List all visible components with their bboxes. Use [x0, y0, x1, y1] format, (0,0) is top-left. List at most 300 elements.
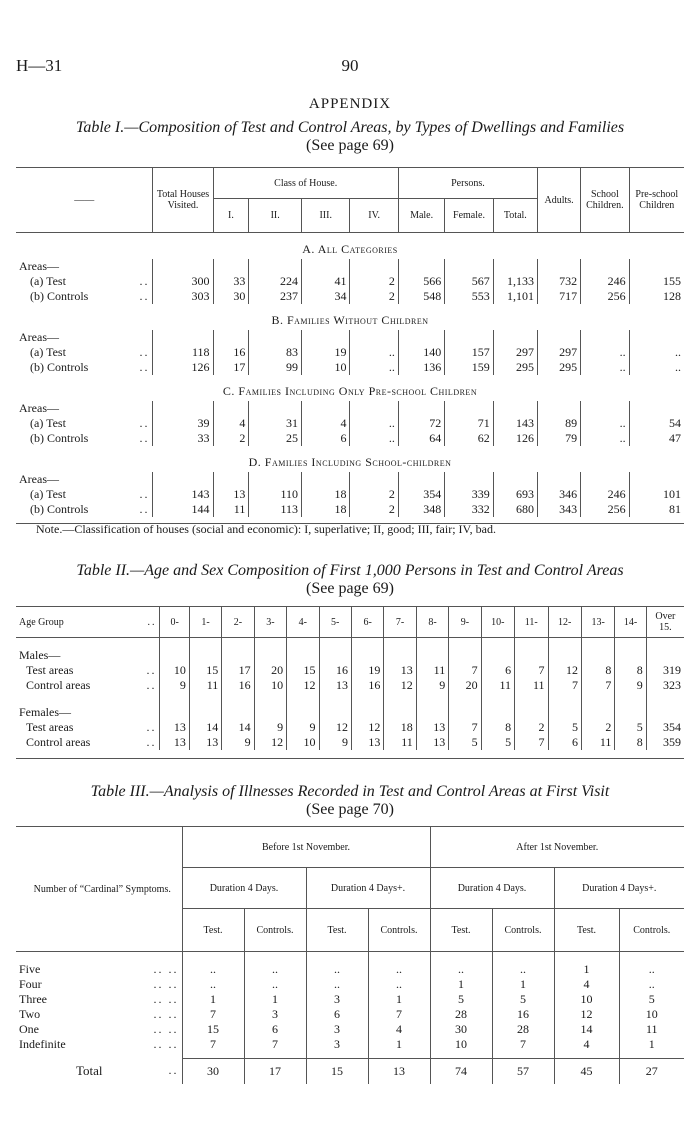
table3-data-row	[16, 962, 684, 977]
table1-empty-cell	[398, 401, 444, 416]
table1-empty-cell	[445, 472, 493, 487]
table2-row-label	[16, 678, 160, 693]
table1-value-cell: 346	[537, 487, 580, 502]
table1-value-cell: 680	[493, 502, 537, 517]
table1-empty-cell	[249, 472, 302, 487]
table3-value-cell: 3	[306, 992, 368, 1007]
table3-row-label-text: Three	[19, 992, 47, 1006]
table3-caption	[16, 783, 684, 819]
table1-empty-cell	[153, 472, 213, 487]
table1-value-cell: ..	[581, 416, 629, 431]
table1-value-cell: 10	[302, 360, 350, 375]
table1-value-cell: 1,133	[493, 274, 537, 289]
table1-value-cell: 17	[213, 360, 249, 375]
table3-value-cell: 1	[554, 962, 619, 977]
table1-leader-dots: ..	[139, 487, 150, 501]
table1-row-label	[16, 487, 153, 502]
table3-total-cell: 30	[182, 1058, 244, 1084]
table2-value-cell: 7	[449, 663, 481, 678]
table2-value-cell: 8	[581, 663, 614, 678]
table1-row-label-text: (b) Controls	[30, 360, 89, 374]
table1-value-cell: 110	[249, 487, 302, 502]
table1-value-cell: 693	[493, 487, 537, 502]
table2-value-cell: 5	[449, 735, 481, 750]
table3	[16, 826, 684, 1084]
table3-empty-cell	[306, 952, 368, 963]
table1-value-cell: 237	[249, 289, 302, 304]
table1-empty-cell	[153, 401, 213, 416]
table2-empty-cell	[481, 638, 514, 664]
table1-empty-cell	[350, 401, 398, 416]
table1-value-cell: 144	[153, 502, 213, 517]
table2-value-cell: 18	[384, 720, 416, 735]
table1-value-cell: 118	[153, 345, 213, 360]
table3-value-cell: 4	[368, 1022, 430, 1037]
table1-data-row	[16, 345, 684, 360]
table3-row-label	[16, 977, 182, 992]
table3-spacer-cell	[16, 952, 182, 963]
table3-data-row	[16, 977, 684, 992]
table1-value-cell: ..	[350, 360, 398, 375]
table2-value-cell: 13	[189, 735, 221, 750]
table2-value-cell: 11	[384, 735, 416, 750]
table1-class-header: Class of House.	[213, 168, 398, 199]
table3-h-controls-1: Controls.	[244, 909, 306, 952]
table1-empty-cell	[398, 330, 444, 345]
table3-value-cell: 3	[306, 1037, 368, 1052]
table1-value-cell: ..	[629, 360, 684, 375]
table2-value-cell: 11	[581, 735, 614, 750]
table2-row-label-text: Control areas	[26, 678, 91, 692]
table3-value-cell: 10	[619, 1007, 684, 1022]
table2-age-header: 0-	[160, 607, 189, 638]
table1-class-iii-header: III.	[302, 199, 350, 233]
table3-data-row	[16, 992, 684, 1007]
table2-empty-cell	[384, 693, 416, 720]
table3-value-cell: 10	[554, 992, 619, 1007]
table1-empty-cell	[398, 259, 444, 274]
table2-empty-cell	[646, 638, 684, 664]
table3-total-cell: 27	[619, 1058, 684, 1084]
table1-empty-cell	[213, 259, 249, 274]
table2-leader-dots: ..	[146, 735, 157, 749]
table1-leader-dots: ..	[139, 502, 150, 516]
table1-leader-dots: ..	[139, 345, 150, 359]
table1-empty-cell	[249, 259, 302, 274]
table2-value-cell: 9	[287, 720, 319, 735]
table1-value-cell: 54	[629, 416, 684, 431]
table2-value-cell: 9	[615, 678, 646, 693]
table1-value-cell: 2	[350, 487, 398, 502]
table2-value-cell: 8	[615, 663, 646, 678]
table3-total-cell: 45	[554, 1058, 619, 1084]
table1-section-title: B. Families Without Children	[271, 312, 429, 327]
table1-value-cell: 33	[153, 431, 213, 446]
table2-row-label	[16, 735, 160, 750]
table2-value-cell: 9	[416, 678, 448, 693]
table2-age-header: Over 15.	[646, 607, 684, 638]
table2-value-cell: 17	[222, 663, 254, 678]
table1-empty-cell	[350, 472, 398, 487]
table1-value-cell: 2	[350, 274, 398, 289]
table1-empty-cell	[213, 472, 249, 487]
table1-value-cell: 256	[581, 502, 629, 517]
table1-value-cell: 732	[537, 274, 580, 289]
table3-value-cell: 16	[492, 1007, 554, 1022]
table2-value-cell: 12	[254, 735, 286, 750]
table2-age-group-header	[16, 607, 160, 638]
table1-female-header: Female.	[445, 199, 493, 233]
table2-empty-cell	[189, 638, 221, 664]
table2	[16, 606, 684, 759]
table3-value-cell: ..	[492, 962, 554, 977]
table1-value-cell: 548	[398, 289, 444, 304]
table1-value-cell: 143	[153, 487, 213, 502]
table1-value-cell: 16	[213, 345, 249, 360]
table2-value-cell: 6	[481, 663, 514, 678]
table3-value-cell: 6	[306, 1007, 368, 1022]
table1-value-cell: 136	[398, 360, 444, 375]
table1-value-cell: 553	[445, 289, 493, 304]
table1-row-label-text: (a) Test	[30, 345, 66, 359]
table2-empty-cell	[254, 693, 286, 720]
table1-data-row	[16, 487, 684, 502]
table3-row-label	[16, 1022, 182, 1037]
table1-value-cell: 246	[581, 274, 629, 289]
table2-value-cell: 8	[615, 735, 646, 750]
table1-areas-label: Areas—	[19, 401, 59, 415]
table1-value-cell: 140	[398, 345, 444, 360]
table1-empty-cell	[153, 330, 213, 345]
table1-row-label-text: (a) Test	[30, 274, 66, 288]
table3-row-label-text: Indefinite	[19, 1037, 66, 1051]
table1-row-label	[16, 416, 153, 431]
table1-areas-label: Areas—	[19, 472, 59, 486]
table3-value-cell: 1	[430, 977, 492, 992]
table1-empty-cell	[629, 330, 684, 345]
table3-row-label-text: Two	[19, 1007, 41, 1021]
table1-value-cell: 143	[493, 416, 537, 431]
table2-leader-dots: ..	[146, 678, 157, 692]
table1-value-cell: 126	[153, 360, 213, 375]
table2-value-cell: 11	[189, 678, 221, 693]
table2-value-cell: 8	[481, 720, 514, 735]
table2-empty-cell	[515, 693, 548, 720]
table2-value-cell: 15	[189, 663, 221, 678]
table3-value-cell: ..	[306, 962, 368, 977]
table2-value-cell: 5	[615, 720, 646, 735]
table3-value-cell: ..	[368, 962, 430, 977]
table3-value-cell: ..	[182, 977, 244, 992]
table1-empty-cell	[581, 401, 629, 416]
table3-value-cell: 10	[430, 1037, 492, 1052]
table1-value-cell: 71	[445, 416, 493, 431]
table1-caption	[16, 119, 684, 155]
table1-value-cell: 113	[249, 502, 302, 517]
table2-value-cell: 12	[287, 678, 319, 693]
table1-areas-label: Areas—	[19, 259, 59, 273]
table2-bottom-spacer	[16, 750, 684, 759]
table3-value-cell: 3	[244, 1007, 306, 1022]
table2-value-cell: 6	[548, 735, 581, 750]
table1-empty-cell	[249, 330, 302, 345]
table1-value-cell: 295	[493, 360, 537, 375]
table2-value-cell: 9	[160, 678, 189, 693]
table1	[16, 167, 684, 524]
table1-value-cell: ..	[350, 431, 398, 446]
table2-data-row	[16, 678, 684, 693]
table3-body	[16, 952, 684, 1085]
table2-value-cell: 7	[581, 678, 614, 693]
table2-value-cell: 16	[222, 678, 254, 693]
table2-age-header: 7-	[384, 607, 416, 638]
table1-see-page: (See page 69)	[306, 137, 394, 154]
table2-age-header: 5-	[319, 607, 351, 638]
table2-empty-cell	[416, 693, 448, 720]
table1-total-houses-header: Total Houses Visited.	[153, 168, 213, 233]
table2-empty-cell	[254, 638, 286, 664]
table1-caption-text: Table I.—Composition of Test and Control Areas, by Types of Dwellings and Families	[75, 119, 625, 136]
table2-empty-cell	[548, 638, 581, 664]
table3-before-dur2: Duration 4 Days+.	[306, 868, 430, 909]
table2-value-cell: 10	[254, 678, 286, 693]
table2-empty-cell	[449, 693, 481, 720]
table2-bottom-rule	[16, 750, 684, 759]
table3-value-cell: 1	[244, 992, 306, 1007]
table1-value-cell: 18	[302, 487, 350, 502]
table1-leader-dots: ..	[139, 274, 150, 288]
table1-row-label	[16, 431, 153, 446]
table2-leader-dots: ..	[146, 720, 157, 734]
table1-empty-cell	[445, 330, 493, 345]
table2-empty-cell	[319, 693, 351, 720]
table2-group-row	[16, 638, 684, 664]
table3-row-label	[16, 1007, 182, 1022]
table3-row-label-text: Five	[19, 962, 41, 976]
table1-value-cell: 566	[398, 274, 444, 289]
table2-value-cell: 9	[254, 720, 286, 735]
table1-empty-cell	[350, 330, 398, 345]
table1-class-ii-header: II.	[249, 199, 302, 233]
table1-empty-cell	[213, 401, 249, 416]
table1-empty-cell	[445, 259, 493, 274]
table3-empty-cell	[619, 952, 684, 963]
table1-section-row	[16, 233, 684, 260]
table1-row-label-text: (a) Test	[30, 416, 66, 430]
table1-value-cell: 354	[398, 487, 444, 502]
table1-value-cell: 39	[153, 416, 213, 431]
table3-total-label	[16, 1058, 182, 1084]
table2-value-cell: 20	[449, 678, 481, 693]
table2-group-row	[16, 693, 684, 720]
table1-value-cell: 83	[249, 345, 302, 360]
table1-data-row	[16, 431, 684, 446]
table2-age-header: 6-	[351, 607, 383, 638]
table3-value-cell: 6	[244, 1022, 306, 1037]
table2-age-group-label: Age Group	[19, 616, 64, 628]
table2-empty-cell	[481, 693, 514, 720]
table1-value-cell: 81	[629, 502, 684, 517]
table1-value-cell: 303	[153, 289, 213, 304]
table1-empty-cell	[629, 401, 684, 416]
table2-value-cell: 9	[222, 735, 254, 750]
table3-value-cell: 14	[554, 1022, 619, 1037]
table1-value-cell: 2	[350, 502, 398, 517]
table2-value-cell: 10	[160, 663, 189, 678]
table2-value-cell: 2	[581, 720, 614, 735]
table1-data-row	[16, 274, 684, 289]
table2-value-cell: 13	[160, 735, 189, 750]
table3-value-cell: ..	[619, 977, 684, 992]
table3-value-cell: 7	[492, 1037, 554, 1052]
table2-value-cell: 2	[515, 720, 548, 735]
table3-leader-dots: .. ..	[153, 962, 179, 976]
table3-after-header: After 1st November.	[430, 827, 684, 868]
table2-leader-dots: ..	[146, 663, 157, 677]
table3-value-cell: 5	[619, 992, 684, 1007]
table1-note: Note.—Classification of houses (social and economic): I, superlative; II, good; III, fair; IV, bad.	[36, 522, 496, 536]
table1-areas-row	[16, 259, 684, 274]
table1-value-cell: 155	[629, 274, 684, 289]
table1-value-cell: 79	[537, 431, 580, 446]
table3-empty-cell	[244, 952, 306, 963]
table2-age-header: 1-	[189, 607, 221, 638]
table3-caption-text: Table III.—Analysis of Illnesses Recorded in Test and Control Areas at First Visit	[90, 783, 610, 800]
table3-value-cell: 12	[554, 1007, 619, 1022]
table3-value-cell: 1	[368, 1037, 430, 1052]
table2-body	[16, 638, 684, 759]
table3-empty-cell	[492, 952, 554, 963]
table3-empty-cell	[430, 952, 492, 963]
table1-value-cell: 297	[537, 345, 580, 360]
table1-section-title: C. Families Including Only Pre-school Children	[222, 383, 478, 398]
table1-value-cell: 62	[445, 431, 493, 446]
table3-row-label-text: Four	[19, 977, 42, 991]
table1-value-cell: 18	[302, 502, 350, 517]
table2-empty-cell	[515, 638, 548, 664]
table3-value-cell: 7	[182, 1007, 244, 1022]
table2-value-cell: 11	[481, 678, 514, 693]
table3-value-cell: 4	[554, 977, 619, 992]
table2-age-header: 9-	[449, 607, 481, 638]
table1-class-iv-header: IV.	[350, 199, 398, 233]
table3-value-cell: ..	[368, 977, 430, 992]
table1-row-label-text: (a) Test	[30, 487, 66, 501]
table1-row-label-text: (b) Controls	[30, 502, 89, 516]
table1-empty-cell	[302, 401, 350, 416]
table1-preschool-header: Pre-school Children	[629, 168, 684, 233]
table3-value-cell: 5	[430, 992, 492, 1007]
table1-value-cell: 19	[302, 345, 350, 360]
table3-leader-dots: ..	[168, 1063, 179, 1077]
table2-data-row	[16, 735, 684, 750]
table3-total-label-text: Total	[76, 1063, 103, 1078]
table1-blank-header: ——	[74, 194, 95, 206]
table2-value-cell: 5	[548, 720, 581, 735]
table3-value-cell: 7	[368, 1007, 430, 1022]
table2-age-header: 8-	[416, 607, 448, 638]
table1-section-title: A. All Categories	[302, 241, 398, 256]
table1-value-cell: 128	[629, 289, 684, 304]
table2-value-cell: 19	[351, 663, 383, 678]
table2-value-cell: 9	[319, 735, 351, 750]
table3-value-cell: 28	[492, 1022, 554, 1037]
table3-value-cell: 28	[430, 1007, 492, 1022]
table2-empty-cell	[351, 693, 383, 720]
table1-value-cell: ..	[350, 345, 398, 360]
table1-empty-cell	[302, 472, 350, 487]
table1-empty-cell	[493, 330, 537, 345]
table2-value-cell: 13	[319, 678, 351, 693]
table1-value-cell: 11	[213, 502, 249, 517]
table1-areas-label: Areas—	[19, 330, 59, 344]
table3-h-test-4: Test.	[554, 909, 619, 952]
table2-value-cell: 13	[416, 735, 448, 750]
table2-data-row	[16, 663, 684, 678]
table1-section-title: D. Families Including School-children	[248, 454, 452, 469]
table1-empty-cell	[213, 330, 249, 345]
table1-value-cell: ..	[581, 345, 629, 360]
table3-value-cell: 11	[619, 1022, 684, 1037]
table2-value-cell: 14	[222, 720, 254, 735]
table1-value-cell: 343	[537, 502, 580, 517]
table2-empty-cell	[581, 693, 614, 720]
table2-age-header: 12-	[548, 607, 581, 638]
table1-value-cell: ..	[581, 360, 629, 375]
table1-value-cell: 126	[493, 431, 537, 446]
table1-total-header: Total.	[493, 199, 537, 233]
table3-before-dur1: Duration 4 Days.	[182, 868, 306, 909]
table3-value-cell: 7	[182, 1037, 244, 1052]
table3-value-cell: 1	[492, 977, 554, 992]
table3-empty-cell	[554, 952, 619, 963]
table1-areas-row	[16, 330, 684, 345]
table3-h-test-3: Test.	[430, 909, 492, 952]
table3-empty-cell	[368, 952, 430, 963]
table1-school-header: School Children.	[581, 168, 629, 233]
table1-value-cell: 99	[249, 360, 302, 375]
table3-empty-cell	[182, 952, 244, 963]
table2-see-page: (See page 69)	[306, 580, 394, 597]
table1-value-cell: 339	[445, 487, 493, 502]
table2-value-cell: 12	[351, 720, 383, 735]
table2-empty-cell	[646, 693, 684, 720]
table2-leader-dots: ..	[147, 616, 157, 628]
table1-value-cell: 157	[445, 345, 493, 360]
table1-value-cell: 224	[249, 274, 302, 289]
table3-value-cell: ..	[306, 977, 368, 992]
table1-row-label	[16, 289, 153, 304]
table1-data-row	[16, 360, 684, 375]
table2-value-cell: 359	[646, 735, 684, 750]
table3-total-row	[16, 1058, 684, 1084]
table3-row-label	[16, 962, 182, 977]
table2-row-label-text: Control areas	[26, 735, 91, 749]
table2-empty-cell	[351, 638, 383, 664]
table2-empty-cell	[615, 638, 646, 664]
table2-row-label-text: Test areas	[26, 720, 74, 734]
table2-empty-cell	[287, 638, 319, 664]
table3-leader-dots: .. ..	[153, 1037, 179, 1051]
table1-value-cell: 41	[302, 274, 350, 289]
table3-leader-dots: .. ..	[153, 992, 179, 1006]
table2-value-cell: 16	[319, 663, 351, 678]
table1-body	[16, 233, 684, 524]
table1-value-cell: ..	[629, 345, 684, 360]
table2-value-cell: 5	[481, 735, 514, 750]
table2-value-cell: 7	[548, 678, 581, 693]
table3-data-row	[16, 1022, 684, 1037]
